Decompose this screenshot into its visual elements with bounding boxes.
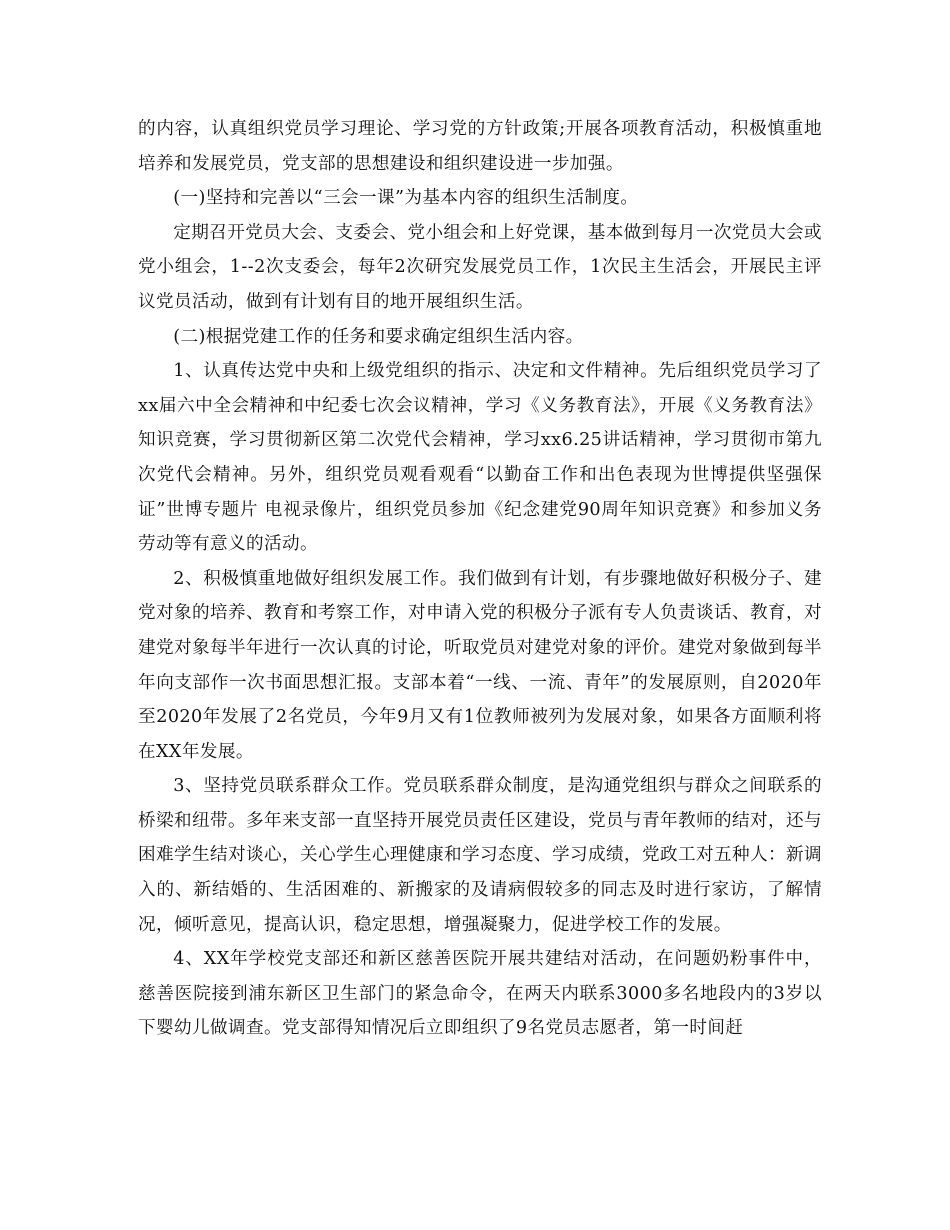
- paragraph-item-1: 1、认真传达党中央和上级党组织的指示、决定和文件精神。先后组织党员学习了xx届六中全会精神和中纪委七次会议精神，学习《义务教育法》，开展《义务教育法》知识竞赛，学习贯彻新区第二次党代会精神，学习xx6.25讲话精神，学习贯彻市第九次党代会精神。另外，组织党员观看观看“以勤奋工作和出色表现为世博提供坚强保证”世博专题片 电视录像片，组织党员参加《纪念建党90周年知识竞赛》和参加义务劳动等有意义的活动。: [138, 361, 822, 555]
- paragraph-item-2: 2、积极慎重地做好组织发展工作。我们做到有计划，有步骤地做好积极分子、建党对象的培养、教育和考察工作，对申请入党的积极分子派有专人负责谈话、教育，对建党对象每半年进行一次认真的讨论，听取党员对建党对象的评价。建党对象做到每半年向支部作一次书面思想汇报。支部本着“一线、一流、青年”的发展原则，自2020年至2020年发展了2名党员，今年9月又有1位教师被列为发展对象，如果各方面顺利将在XX年发展。: [138, 568, 822, 762]
- section-heading-2: (二)根据党建工作的任务和要求确定组织生活内容。: [173, 326, 584, 347]
- document-body: [138, 112, 822, 1046]
- paragraph-meeting-schedule: 定期召开党员大会、支委会、党小组会和上好党课，基本做到每月一次党员大会或党小组会，1--2次支委会，每年2次研究发展党员工作，1次民主生活会，开展民主评议党员活动，做到有计划有目的地开展组织生活。: [138, 222, 822, 312]
- section-heading-1: (一)坚持和完善以“三会一课”为基本内容的组织生活制度。: [173, 188, 639, 209]
- paragraph-item-4: 4、XX年学校党支部还和新区慈善医院开展共建结对活动，在问题奶粉事件中，慈善医院接到浦东新区卫生部门的紧急命令，在两天内联系3000多名地段内的3岁以下婴幼儿做调查。党支部得知情况后立即组织了9名党员志愿者，第一时间赶: [138, 949, 822, 1039]
- paragraph-continuation: 的内容，认真组织党员学习理论、学习党的方针政策;开展各项教育活动，积极慎重地培养和发展党员，党支部的思想建设和组织建设进一步加强。: [138, 119, 822, 174]
- paragraph-item-3: 3、坚持党员联系群众工作。党员联系群众制度，是沟通党组织与群众之间联系的桥梁和纽带。多年来支部一直坚持开展党员责任区建设，党员与青年教师的结对，还与困难学生结对谈心，关心学生心理健康和学习态度、学习成绩，党政工对五种人：新调入的、新结婚的、生活困难的、新搬家的及请病假较多的同志及时进行家访，了解情况，倾听意见，提高认识，稳定思想，增强凝聚力，促进学校工作的发展。: [138, 776, 822, 935]
